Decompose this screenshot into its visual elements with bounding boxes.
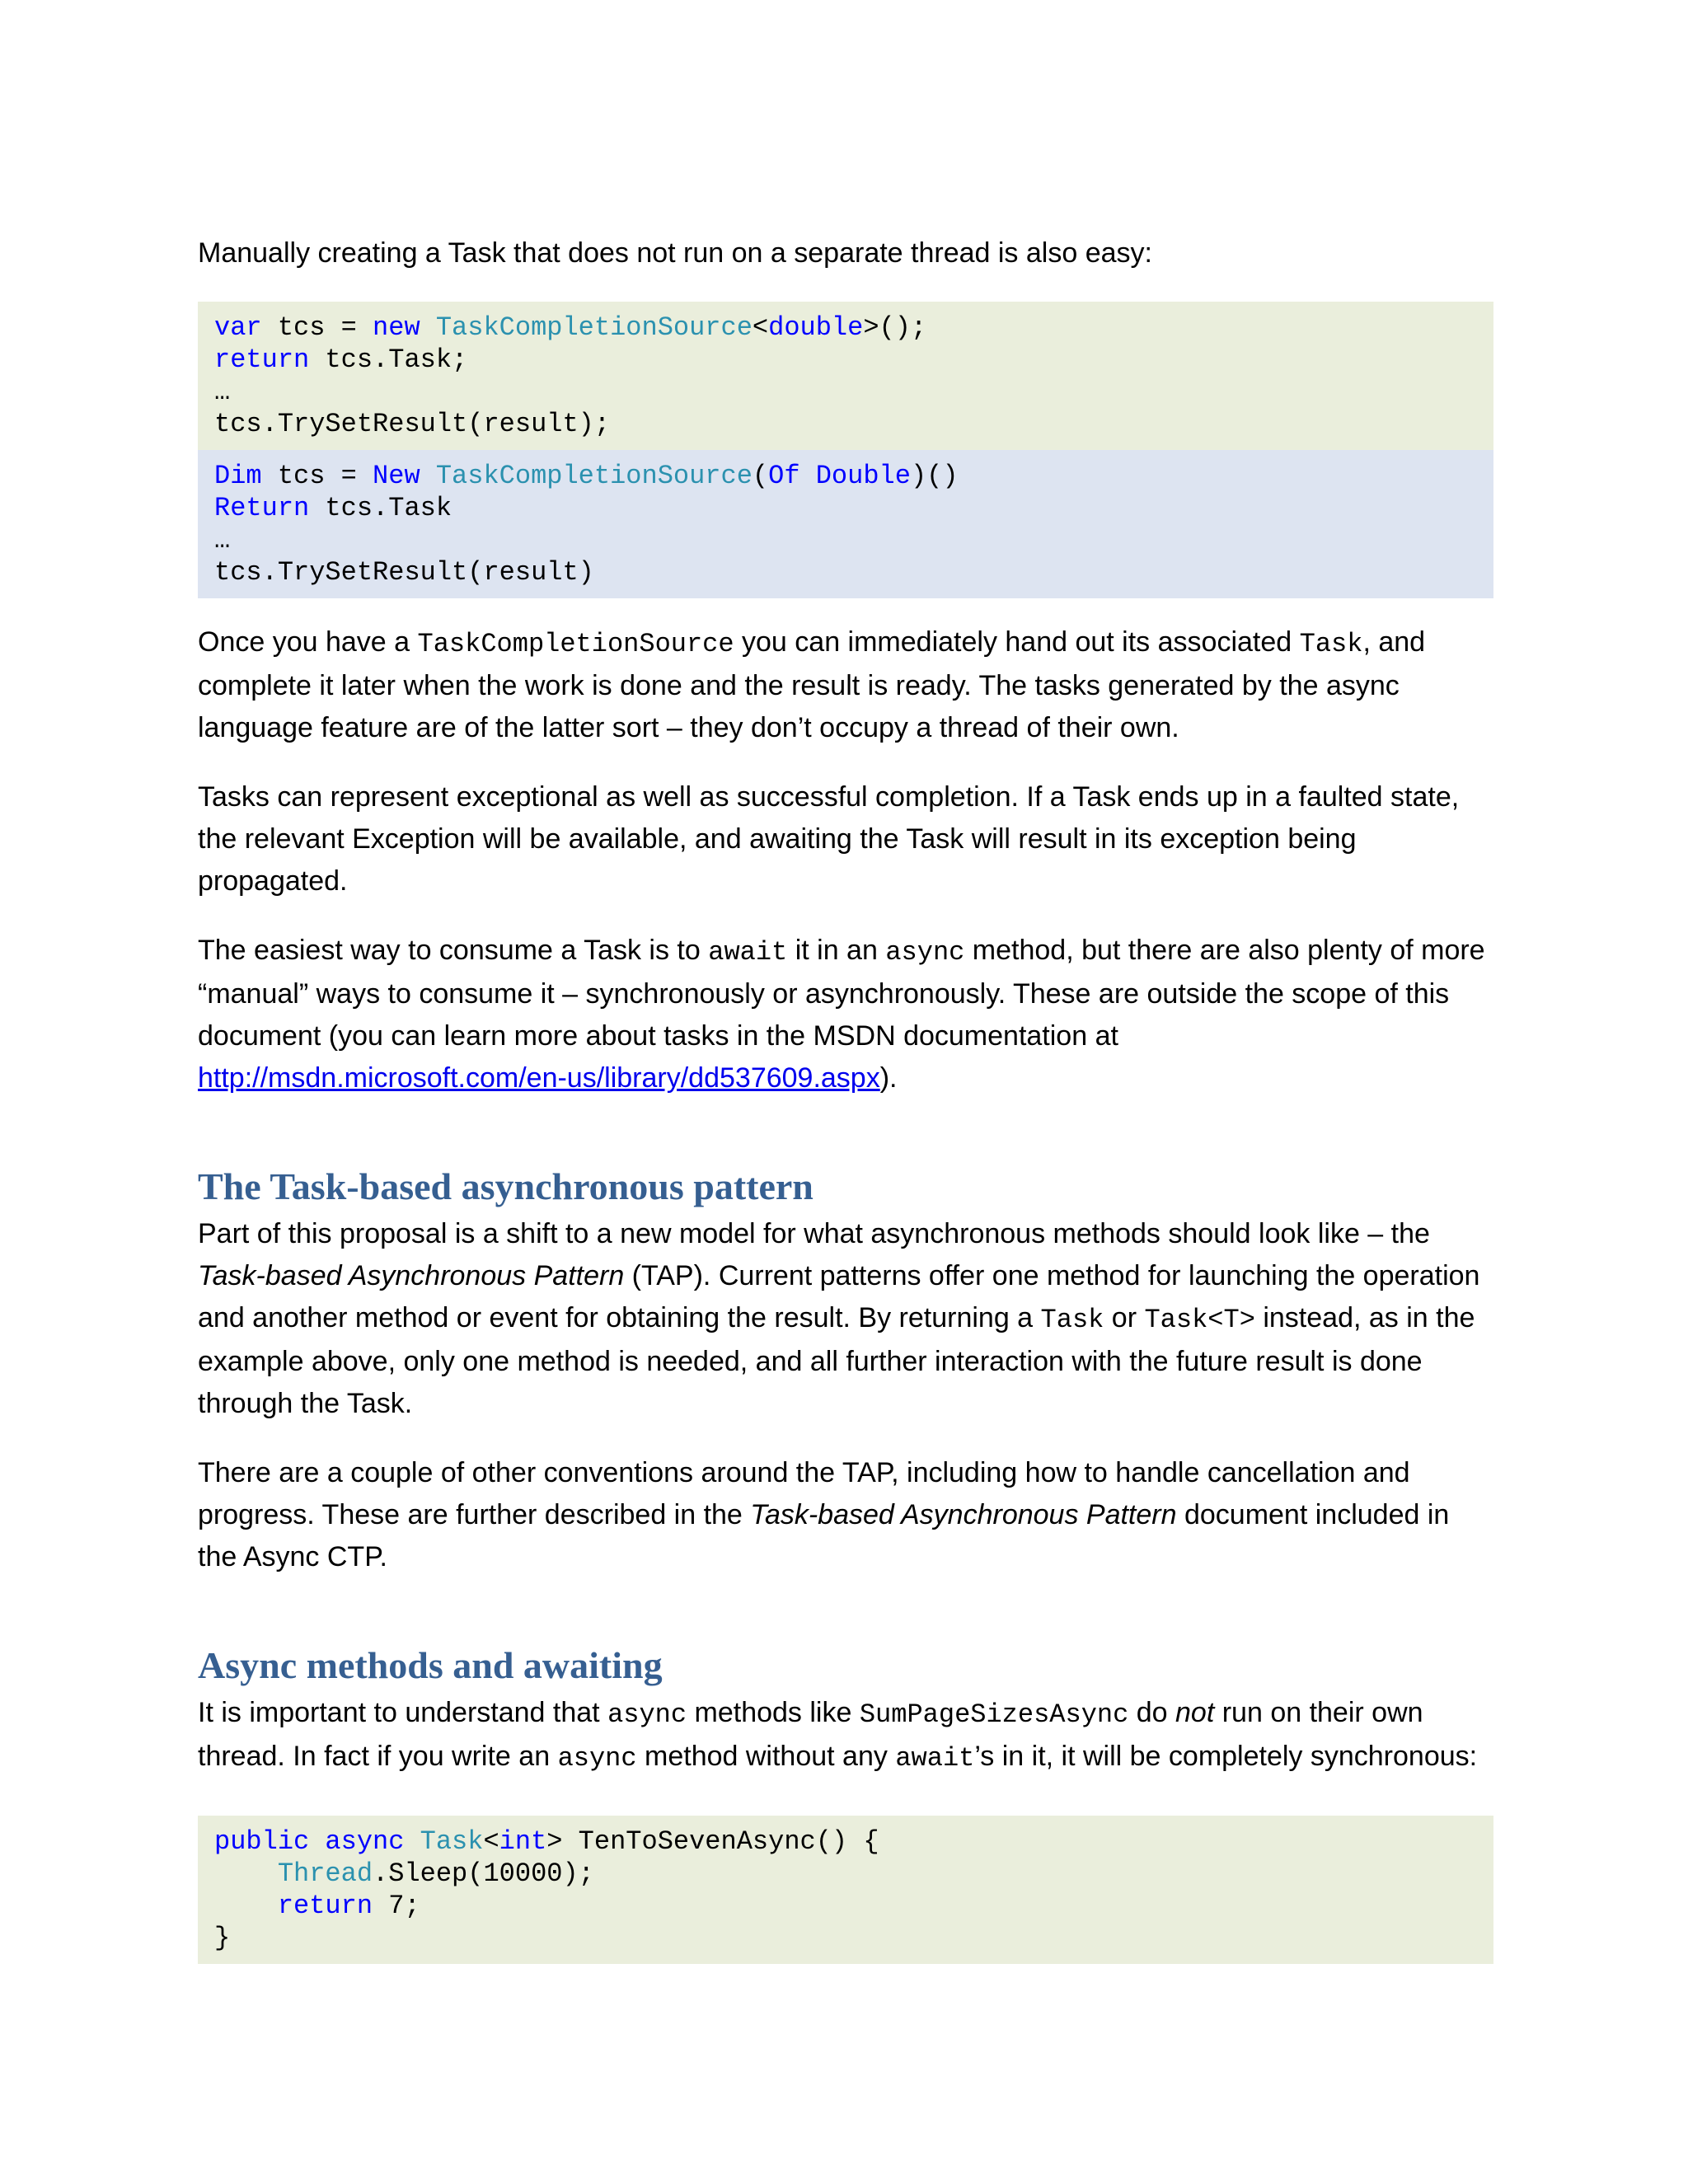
code-type: TaskCompletionSource (435, 312, 753, 343)
code-ellipsis: … (214, 377, 231, 407)
inline-code: Task<T> (1144, 1305, 1255, 1335)
document-page (198, 232, 1493, 1964)
code-text: ( (752, 461, 769, 491)
code-block-vb-tcs (198, 450, 1493, 598)
text: document included in the Async CTP. (198, 1499, 1450, 1572)
text: instead, as in the example above, only one method is needed, and all further interaction with the future result is done through the Task. (198, 1302, 1475, 1419)
code-keyword: int (499, 1826, 547, 1857)
text: , and complete it later when the work is done and the result is ready. The tasks generated by the async language feature are of the latter sort – they don’t occupy a thread of their own. (198, 626, 1426, 743)
code-text: .Sleep(10000); (373, 1858, 594, 1889)
code-block-csharp-tcs (198, 302, 1493, 450)
code-text: tcs.TrySetResult(result); (214, 409, 611, 439)
emphasis: Task-based Asynchronous Pattern (750, 1499, 1177, 1530)
code-keyword: Double (815, 461, 911, 491)
inline-code: Task (1040, 1305, 1104, 1335)
text: run on their own thread. In fact if you write an (198, 1697, 1423, 1772)
text: (TAP). Current patterns offer one method for launching the operation and another method or event for obtaining the result. By returning a (198, 1260, 1480, 1333)
code-text: )() (910, 461, 959, 491)
consume-paragraph (198, 930, 1493, 1099)
code-text: } (214, 1923, 231, 1953)
code-text: tcs = (261, 461, 373, 491)
msdn-link[interactable]: http://msdn.microsoft.com/en-us/library/dd537609.aspx (198, 1062, 880, 1094)
code-text: > TenToSevenAsync() { (546, 1826, 879, 1857)
code-type: Thread (277, 1858, 373, 1889)
code-ellipsis: … (214, 525, 231, 555)
code-text (420, 312, 436, 343)
async-paragraph (198, 1692, 1493, 1779)
code-text (420, 461, 436, 491)
code-block-csharp-tentoseven (198, 1816, 1493, 1964)
inline-code: Task (1299, 629, 1363, 659)
section-heading-tap: The Task-based asynchronous pattern (198, 1165, 814, 1207)
code-text (800, 461, 816, 491)
tcs-paragraph (198, 621, 1493, 749)
inline-code: async (885, 937, 965, 968)
code-text: >(); (863, 312, 927, 343)
inline-code: async (557, 1743, 637, 1774)
inline-code: async (607, 1699, 687, 1730)
text: method without any (636, 1741, 896, 1772)
code-keyword: public (214, 1826, 310, 1857)
text: The easiest way to consume a Task is to (198, 935, 709, 966)
emphasis: not (1175, 1697, 1215, 1728)
code-keyword: Dim (214, 461, 262, 491)
section-heading-async: Async methods and awaiting (198, 1644, 663, 1686)
code-text: tcs = (261, 312, 373, 343)
code-text: tcs.Task; (309, 344, 468, 375)
code-keyword: Return (214, 493, 310, 523)
code-keyword: var (214, 312, 262, 343)
inline-code: SumPageSizesAsync (859, 1699, 1129, 1730)
code-text: < (483, 1826, 499, 1857)
inline-code: TaskCompletionSource (417, 629, 734, 659)
code-text: tcs.Task (309, 493, 452, 523)
tap-paragraph-1 (198, 1213, 1493, 1425)
code-type: TaskCompletionSource (435, 461, 753, 491)
text: do (1128, 1697, 1176, 1728)
code-keyword: async (325, 1826, 405, 1857)
text: ’s in it, it will be completely synchronous: (974, 1741, 1478, 1772)
text: ). (879, 1062, 898, 1094)
text: it in an (787, 935, 886, 966)
code-keyword: return (214, 344, 310, 375)
text: methods like (687, 1697, 860, 1728)
code-keyword: new (373, 312, 420, 343)
text: you can immediately hand out its associated (734, 626, 1300, 658)
code-keyword: New (373, 461, 420, 491)
text: or (1104, 1302, 1145, 1333)
text: Once you have a (198, 626, 418, 658)
code-text (404, 1826, 420, 1857)
text: It is important to understand that (198, 1697, 608, 1728)
emphasis: Task-based Asynchronous Pattern (198, 1260, 625, 1291)
text: method, but there are also plenty of more “manual” ways to consume it – synchronously or asynchronously. These are outside the scope of this document (you can learn more about tasks in the MSDN documentation at (198, 935, 1485, 1052)
code-text: 7; (373, 1891, 420, 1921)
text: Part of this proposal is a shift to a new model for what asynchronous methods should look like – the (198, 1218, 1430, 1249)
code-keyword: Of (768, 461, 800, 491)
inline-code: await (708, 937, 788, 968)
code-keyword: return (277, 1891, 373, 1921)
tap-paragraph-2 (198, 1452, 1493, 1578)
code-text: tcs.TrySetResult(result) (214, 557, 594, 588)
code-keyword: double (768, 312, 864, 343)
text: There are a couple of other conventions around the TAP, including how to handle cancellation and progress. These are further described in the (198, 1457, 1410, 1530)
exceptions-paragraph: Tasks can represent exceptional as well as successful completion. If a Task ends up in a faulted state, the relevant Exception will be available, and awaiting the Task will result in its exception being propagated. (198, 781, 1460, 897)
code-text: < (752, 312, 769, 343)
code-indent (214, 1891, 278, 1921)
code-type: Task (420, 1826, 484, 1857)
intro-paragraph: Manually creating a Task that does not run on a separate thread is also easy: (198, 237, 1152, 269)
code-text (309, 1826, 325, 1857)
inline-code: await (895, 1743, 975, 1774)
code-indent (214, 1858, 278, 1889)
